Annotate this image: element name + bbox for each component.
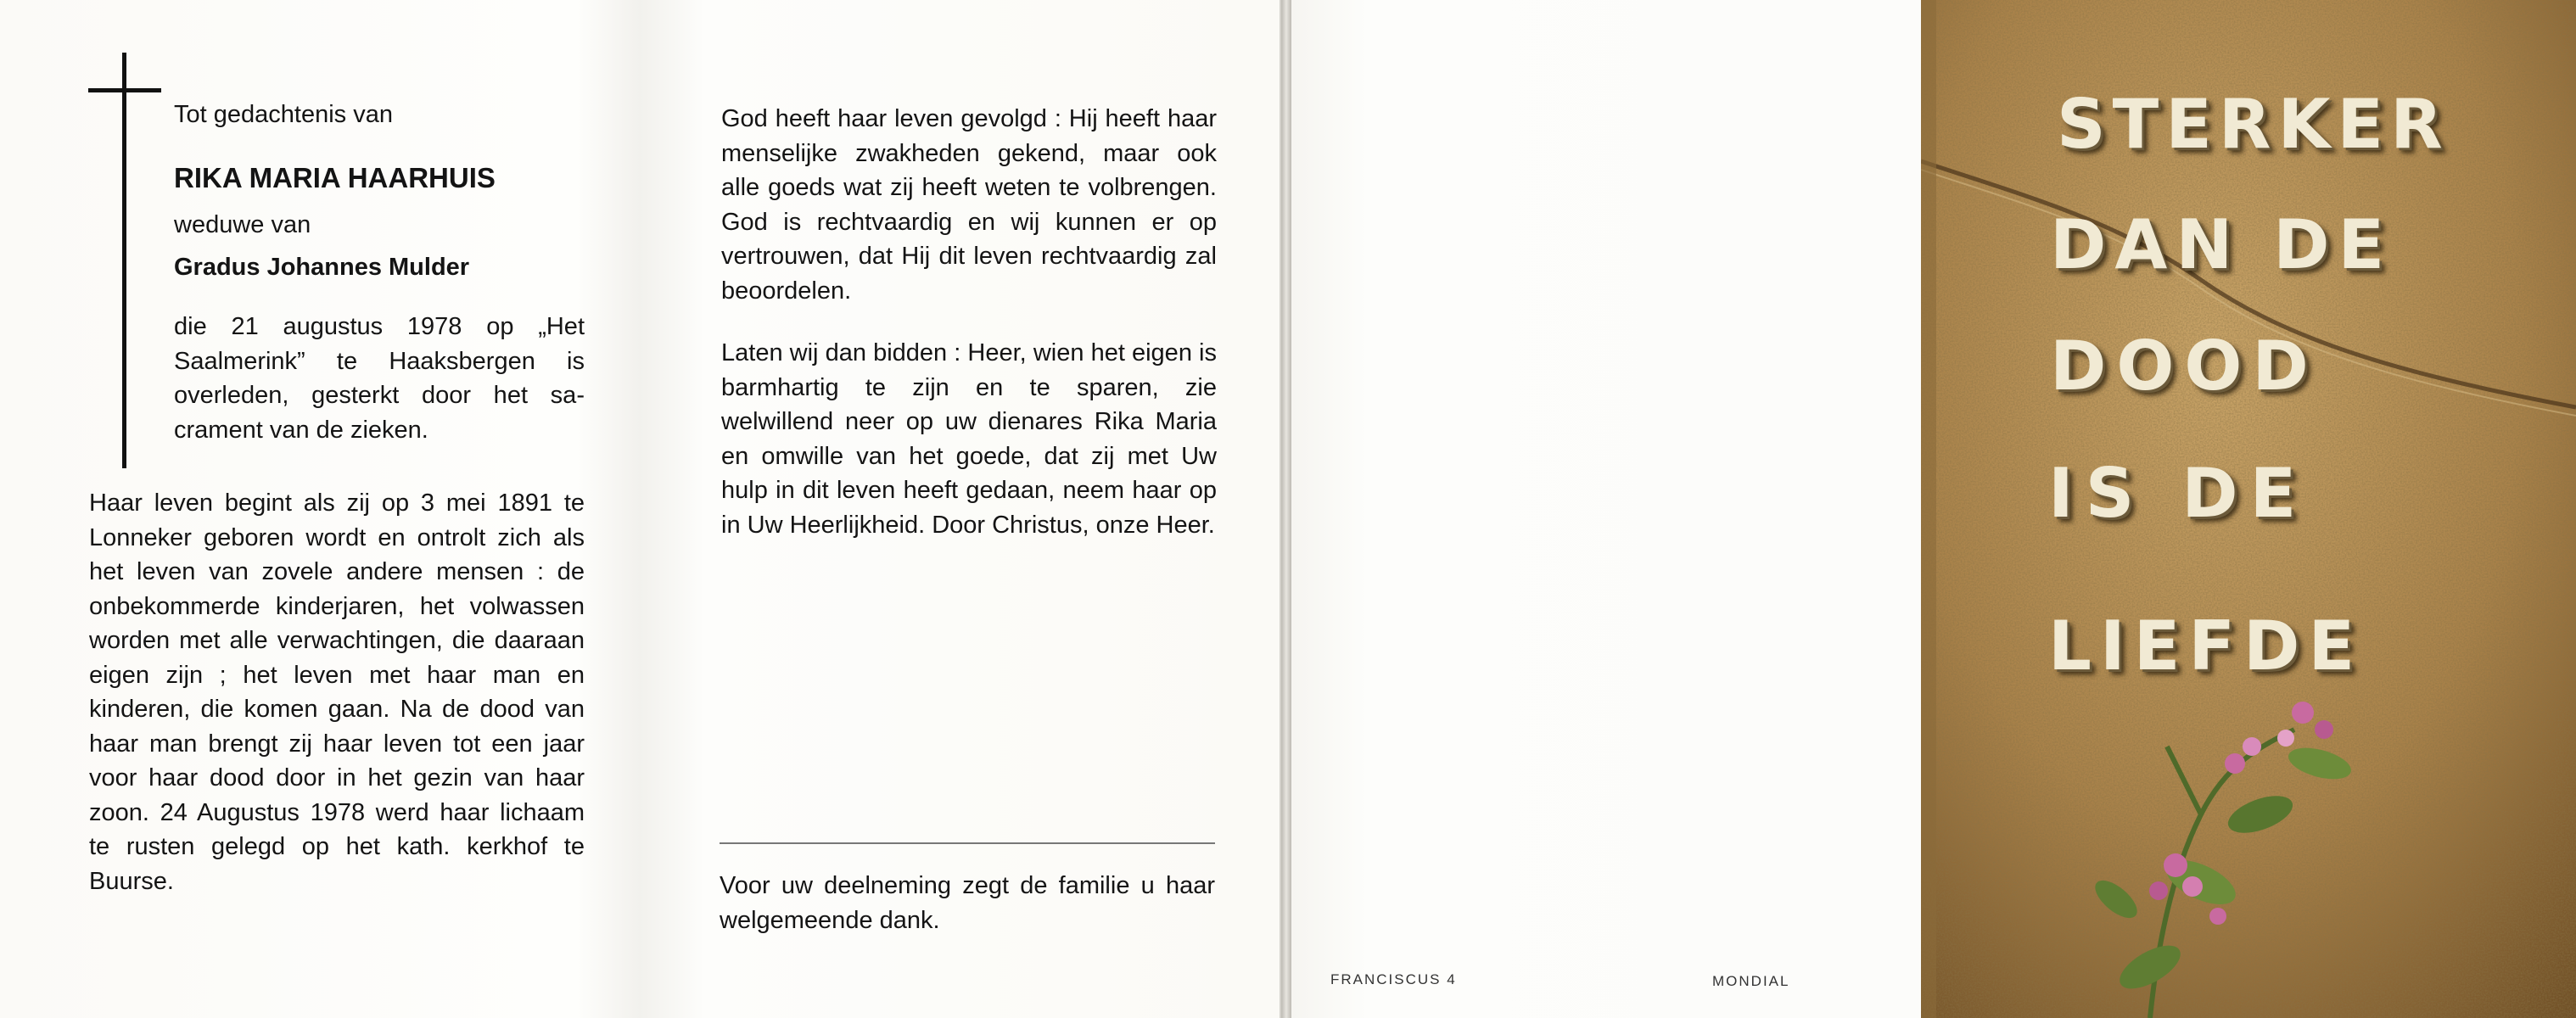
deceased-name: RIKA MARIA HAARHUIS [174,162,496,193]
life-story: Haar leven begint als zij op 3 mei 1891 te Lonneker geboren wordt en ontrolt zich als het leven van zovele andere mensen : de onbekommerde kinderjaren, het volwassen worden met alle verwachtingen, die daaraan eigen zijn ; het leven met haar man en kinderen, die komen gaan. Na de dood van haar man brengt zij haar leven tot een jaar voor haar dood door in het gezin van haar zoon. 24 Augustus 1978 werd haar lichaam te rusten gelegd op het kath. kerkhof te Buurse. [89,489,585,895]
widow-of-text: weduwe van [174,211,311,238]
cross-icon [122,53,126,468]
back-page [1291,0,1921,1018]
cover-line-3: DOOD [2050,327,2319,406]
card-gap [1281,0,1291,1018]
intro-text: Tot gedachtenis van [174,101,393,128]
cover-photo [1921,0,2576,1018]
cover-line-4: IS DE [2048,454,2309,533]
husband-name: Gradus Johannes Mulder [174,254,470,281]
publisher-label: MONDIAL [1712,973,1790,989]
divider-line [720,842,1215,844]
prayer-text: Laten wij dan bidden : Heer, wien het eigen is barmhartig te zijn en te sparen, zie welwillend neer op uw dienares Rika Maria en omwille van het goede, dat zij met Uw hulp in dit leven heeft gedaan, neem haar op in Uw Heerlijkheid. Door Christus, onze Heer. [721,339,1217,539]
death-notice: die 21 augustus 1978 op „Het Saalmerink” te Haaksbergen is overleden, gesterkt door het sacrament van de zieken. [174,313,585,444]
thanks-text: Voor uw deelneming zegt de familie u haar welgemeende dank. [720,872,1215,934]
cover-line-5: LIEFDE [2048,607,2364,685]
reflection-text: God heeft haar leven gevolgd : Hij heeft haar menselijke zwakheden gekend, maar ook alle goeds wat zij heeft weten te volbrengen. God is rechtvaardig en wij kunnen er op vertrouwen, dat Hij dit leven rechtvaardig zal beoordelen. [721,105,1217,305]
inner-spread [0,0,1281,1018]
cover-line-2: DAN DE [2050,205,2394,284]
cover-line-1: STERKER [2057,85,2450,164]
cross-icon-bar [88,88,161,92]
series-label: FRANCISCUS 4 [1330,971,1457,987]
